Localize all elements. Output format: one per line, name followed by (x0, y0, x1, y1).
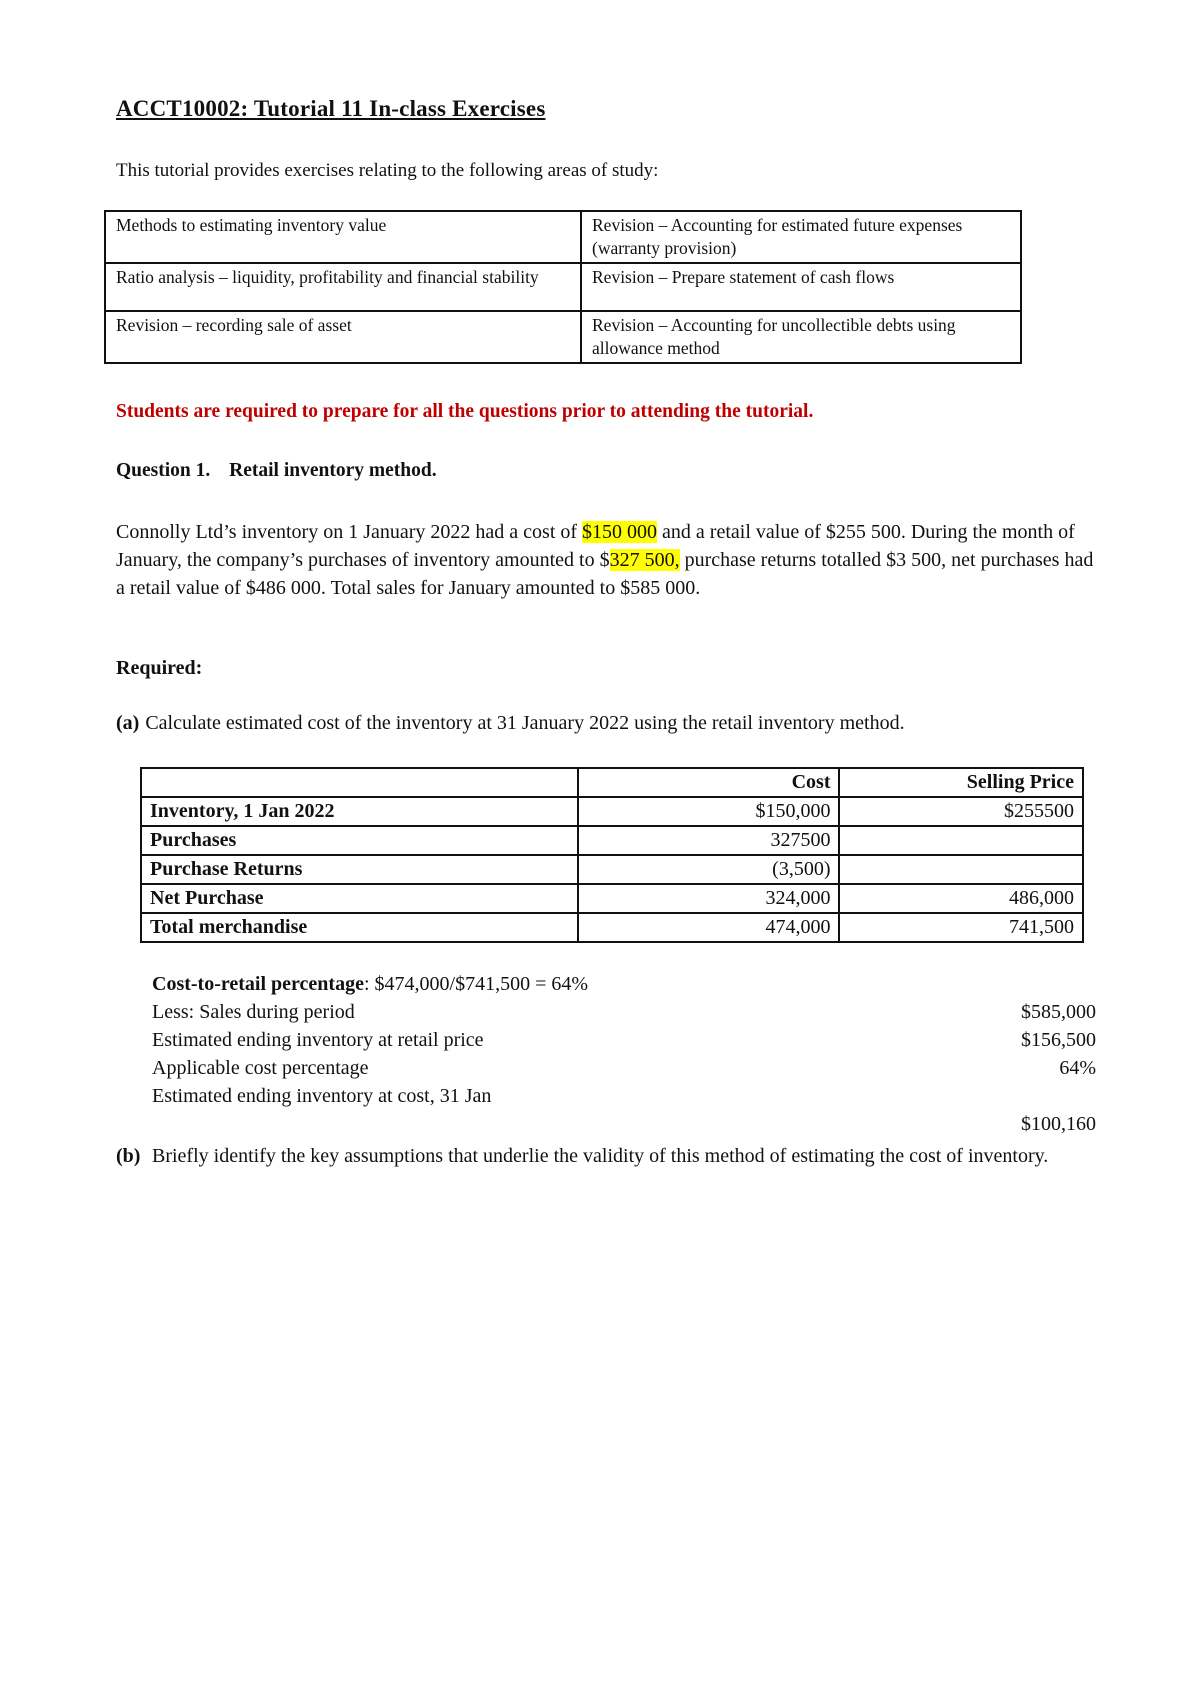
table-row (105, 263, 1021, 311)
table-header-cell (141, 768, 578, 797)
table-cell: Net Purchase (141, 884, 578, 913)
part-b (116, 1142, 1102, 1170)
table-row (141, 855, 1083, 884)
table-cell: $255500 (839, 797, 1083, 826)
table-cell: Purchase Returns (141, 855, 578, 884)
calc-line (152, 1026, 1096, 1054)
part-b-text: Briefly identify the key assumptions that underlie the validity of this method of estimating the cost of inventory. (152, 1145, 1049, 1167)
inventory-table (140, 767, 1084, 943)
highlighted-text: $150 000 (582, 521, 658, 543)
table-row (141, 797, 1083, 826)
calc-line (152, 1082, 1096, 1110)
part-a-label: (a) (116, 712, 140, 734)
calc-label: Applicable cost percentage (152, 1057, 369, 1079)
question-heading (116, 460, 437, 482)
table-cell: 324,000 (578, 884, 839, 913)
table-cell (839, 855, 1083, 884)
table-row (141, 884, 1083, 913)
preparation-notice: Students are required to prepare for all the questions prior to attending the tutorial. (116, 401, 814, 422)
table-header-cell: Cost (578, 768, 839, 797)
table-cell: 741,500 (839, 913, 1083, 942)
table-cell: Revision – recording sale of asset (105, 311, 581, 363)
table-cell: Revision – Accounting for estimated future expenses (warranty provision) (581, 211, 1021, 263)
paragraph-text: Connolly Ltd’s inventory on 1 January 2022 had a cost of (116, 521, 583, 543)
table-cell: 486,000 (839, 884, 1083, 913)
table-row (105, 211, 1021, 263)
cost-to-retail-value: : $474,000/$741,500 = 64% (363, 973, 589, 995)
cost-to-retail-line (152, 970, 1096, 998)
calc-line (152, 1054, 1096, 1082)
table-header-cell: Selling Price (839, 768, 1083, 797)
part-b-label: (b) (116, 1145, 141, 1167)
table-cell: Purchases (141, 826, 578, 855)
calc-line (152, 1110, 1096, 1138)
part-a (116, 712, 905, 735)
table-cell: Total merchandise (141, 913, 578, 942)
table-cell: Revision – Prepare statement of cash flows (581, 263, 1021, 311)
calc-label: Less: Sales during period (152, 1001, 355, 1023)
calc-amount: $156,500 (1021, 1029, 1096, 1051)
question-number: Question 1. (116, 460, 211, 481)
table-cell: Inventory, 1 Jan 2022 (141, 797, 578, 826)
paragraph-text: purchase returns totalled $3 500, net purchases had a retail value of $486 000. Total sales for January amounted to $585 000. (116, 549, 1094, 599)
paragraph-text: and a retail value of $255 500. During the month of January, the company’s purchases of inventory amounted to $ (116, 521, 1075, 571)
question-paragraph (116, 518, 1106, 602)
calc-amount: 64% (1059, 1057, 1096, 1079)
table-cell: Ratio analysis – liquidity, profitability and financial stability (105, 263, 581, 311)
table-row (141, 826, 1083, 855)
table-cell: $150,000 (578, 797, 839, 826)
table-cell: 327500 (578, 826, 839, 855)
cost-to-retail-label: Cost-to-retail percentage (152, 973, 364, 995)
calc-label: Estimated ending inventory at cost, 31 Jan (152, 1085, 492, 1107)
table-cell: (3,500) (578, 855, 839, 884)
calc-line (152, 998, 1096, 1026)
document-title: ACCT10002: Tutorial 11 In-class Exercises (116, 96, 546, 121)
part-a-text: Calculate estimated cost of the inventory at 31 January 2022 using the retail inventory method. (145, 712, 905, 734)
intro-text: This tutorial provides exercises relating to the following areas of study: (116, 160, 659, 181)
question-title: Retail inventory method. (229, 460, 437, 481)
study-areas-table (104, 210, 1022, 364)
required-heading: Required: (116, 657, 203, 679)
calc-amount: $100,160 (1021, 1113, 1096, 1135)
table-cell: Revision – Accounting for uncollectible debts using allowance method (581, 311, 1021, 363)
table-cell: Methods to estimating inventory value (105, 211, 581, 263)
calculation-block (152, 970, 1096, 1138)
table-cell (839, 826, 1083, 855)
table-row (141, 913, 1083, 942)
table-header-row (141, 768, 1083, 797)
table-cell: 474,000 (578, 913, 839, 942)
table-row (105, 311, 1021, 363)
highlighted-text: 327 500, (609, 549, 680, 571)
calc-amount: $585,000 (1021, 1001, 1096, 1023)
calc-label: Estimated ending inventory at retail price (152, 1029, 484, 1051)
